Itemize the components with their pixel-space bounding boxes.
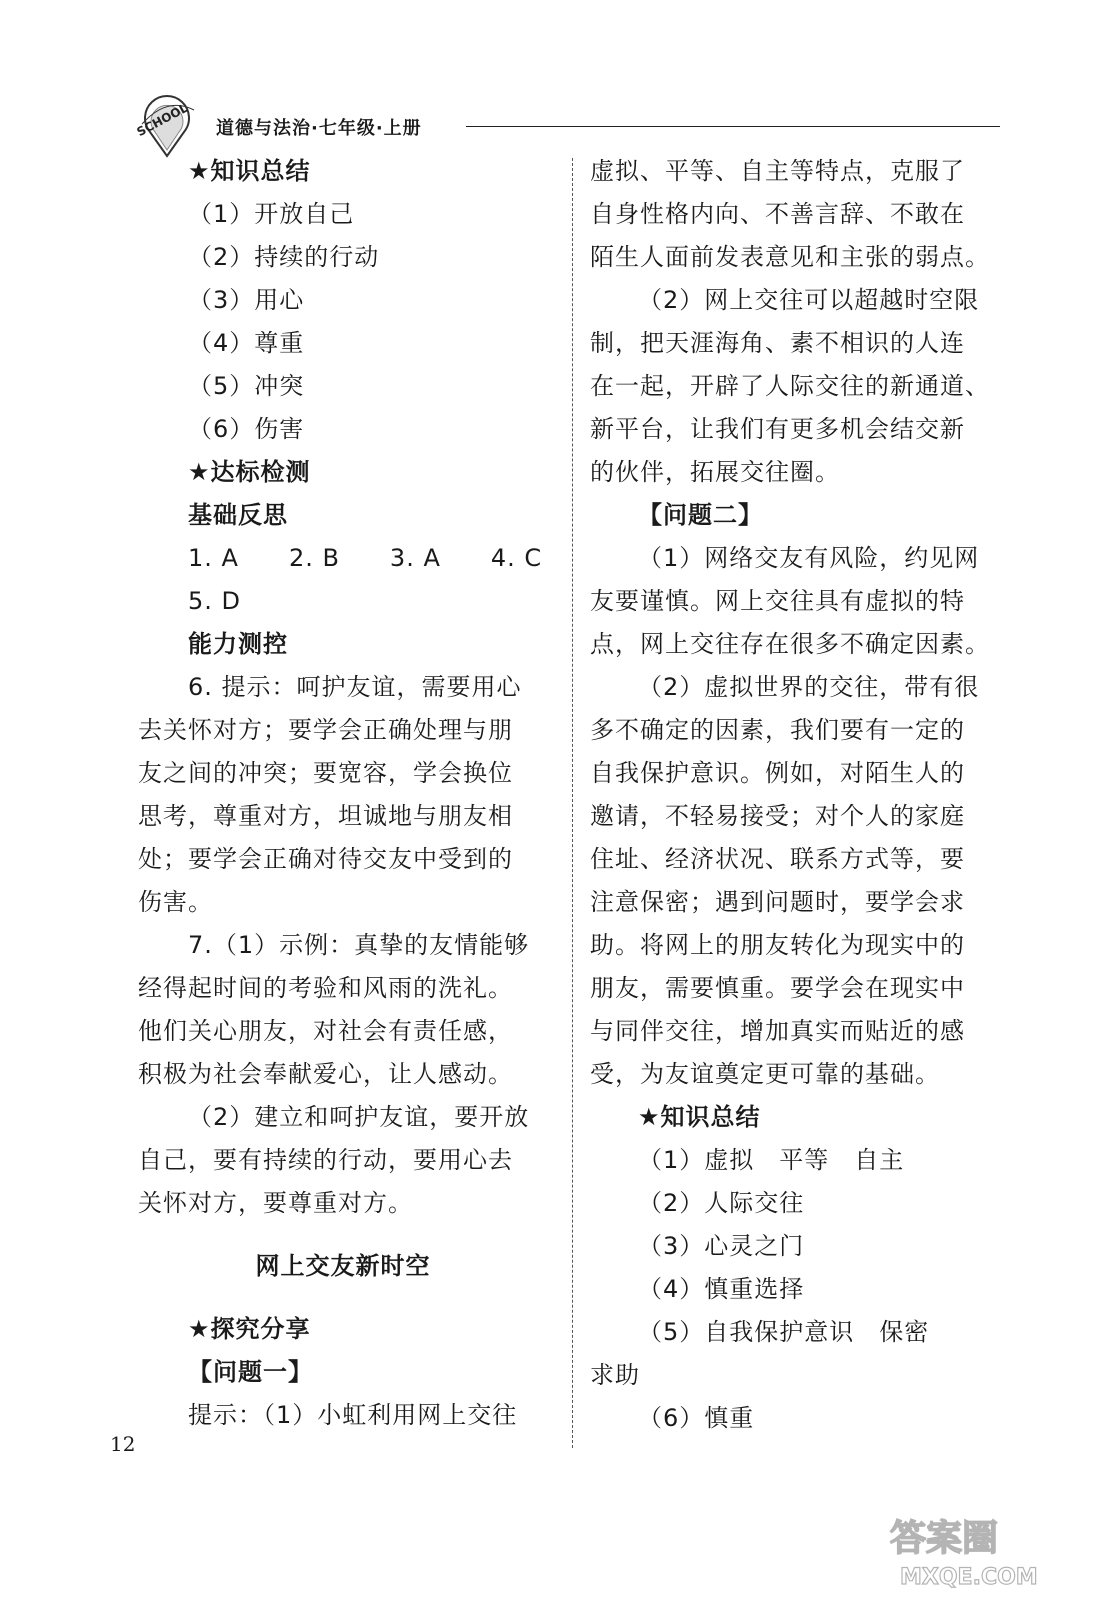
paragraph-line: 自我保护意识。例如，对陌生人的 [590,759,965,787]
question-heading: 【问题二】 [638,501,763,529]
school-logo-icon [130,92,204,158]
summary-item: 求助 [590,1361,640,1389]
paragraph-line: （2）网上交往可以超越时空限 [638,286,980,314]
svg-text:答案圈: 答案圈 [890,1518,999,1559]
paragraph-line: 朋友，需要慎重。要学会在现实中 [590,974,965,1002]
watermark-logo [880,1508,1090,1592]
summary-item: （1）虚拟 平等 自主 [638,1146,905,1174]
paragraph-line: 伤害。 [138,888,213,916]
svg-text:MXQE.COM: MXQE.COM [900,1565,1038,1590]
paragraph-line: 虚拟、平等、自主等特点，克服了 [590,157,965,185]
summary-item: （4）尊重 [188,329,305,357]
lesson-title: 网上交友新时空 [255,1252,431,1280]
paragraph-line: 与同伴交往，增加真实而贴近的感 [590,1017,965,1045]
summary-item: （3）心灵之门 [638,1232,805,1260]
paragraph-line: 在一起，开辟了人际交往的新通道、 [590,372,990,400]
paragraph-line: （1）网络交友有风险，约见网 [638,544,980,572]
paragraph-line: 关怀对方，要尊重对方。 [138,1189,413,1217]
left-column [138,150,548,1437]
paragraph-line: 处；要学会正确对待交友中受到的 [138,845,513,873]
book-title: 道德与法治·七年级·上册 [216,118,422,139]
page-header [130,92,1010,152]
paragraph-line: 的伙伴，拓展交往圈。 [590,458,840,486]
subsection-heading: 基础反思 [188,501,288,529]
paragraph-line: 6. 提示：呵护友谊，需要用心 [188,673,522,701]
section-heading: ★知识总结 [638,1103,761,1131]
summary-item: （3）用心 [188,286,305,314]
section-heading: ★达标检测 [188,458,311,486]
summary-item: （6）慎重 [638,1404,755,1432]
paragraph-line: 去关怀对方；要学会正确处理与朋 [138,716,513,744]
paragraph-line: （2）建立和呵护友谊，要开放 [188,1103,530,1131]
right-column [590,150,1010,1440]
paragraph-line: 经得起时间的考验和风雨的洗礼。 [138,974,513,1002]
paragraph-line: 7.（1）示例：真挚的友情能够 [188,931,530,959]
paragraph-line: 自己，要有持续的行动，要用心去 [138,1146,513,1174]
summary-item: （5）冲突 [188,372,305,400]
paragraph-line: 助。将网上的朋友转化为现实中的 [590,931,965,959]
column-divider [572,158,573,1448]
answer-row: 5. D [188,587,242,615]
paragraph-line: 思考，尊重对方，坦诚地与朋友相 [138,802,513,830]
paragraph-line: 他们关心朋友，对社会有责任感， [138,1017,513,1045]
answer-row: 1. A 2. B 3. A 4. C [188,544,543,572]
header-rule [466,126,1000,127]
paragraph-line: 自身性格内向、不善言辞、不敢在 [590,200,965,228]
paragraph-line: 多不确定的因素，我们要有一定的 [590,716,965,744]
paragraph-line: 陌生人面前发表意见和主张的弱点。 [590,243,990,271]
summary-item: （4）慎重选择 [638,1275,805,1303]
paragraph-line: 注意保密；遇到问题时，要学会求 [590,888,965,916]
paragraph-line: 制，把天涯海角、素不相识的人连 [590,329,965,357]
paragraph-line: 邀请，不轻易接受；对个人的家庭 [590,802,965,830]
paragraph-line: 友之间的冲突；要宽容，学会换位 [138,759,513,787]
paragraph-line: （2）虚拟世界的交往，带有很 [638,673,980,701]
paragraph-line: 点，网上交往存在很多不确定因素。 [590,630,990,658]
subsection-heading: 能力测控 [188,630,288,658]
summary-item: （2）持续的行动 [188,243,380,271]
paragraph-line: 新平台，让我们有更多机会结交新 [590,415,965,443]
summary-item: （2）人际交往 [638,1189,805,1217]
paragraph-line: 友要谨慎。网上交往具有虚拟的特 [590,587,965,615]
paragraph-line: 住址、经济状况、联系方式等，要 [590,845,965,873]
summary-item: （6）伤害 [188,415,305,443]
svg-text:SCHOOL: SCHOOL [134,100,191,140]
summary-item: （1）开放自己 [188,200,355,228]
page-number: 12 [110,1432,136,1456]
paragraph-line: 积极为社会奉献爱心，让人感动。 [138,1060,513,1088]
paragraph-line: 受，为友谊奠定更可靠的基础。 [590,1060,940,1088]
summary-item: （5）自我保护意识 保密 [638,1318,930,1346]
section-heading: ★探究分享 [188,1315,311,1343]
paragraph-line: 提示：（1）小虹利用网上交往 [188,1401,518,1429]
section-heading: ★知识总结 [188,157,311,185]
question-heading: 【问题一】 [188,1358,313,1386]
